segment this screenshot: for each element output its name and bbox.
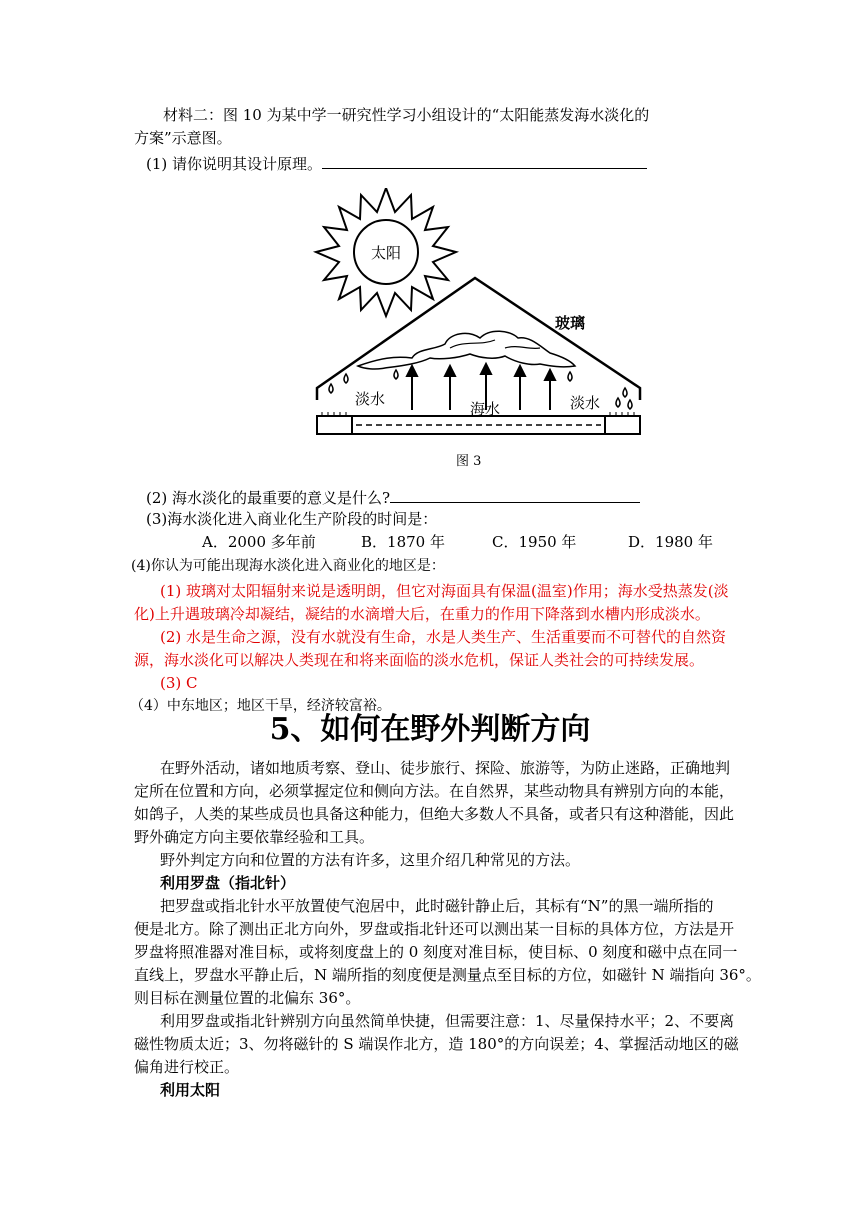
option-a: A．2000 多年前	[202, 533, 316, 551]
section5-p3-line5: 则目标在测量位置的北偏东 36°。	[134, 989, 361, 1007]
question-1	[146, 152, 647, 175]
desalination-diagram	[300, 188, 660, 450]
section5-p4-line1: 利用罗盘或指北针辨别方向虽然简单快捷，但需要注意：1、尽量保持水平；2、不要离	[160, 1012, 735, 1030]
section-title: 5、如何在野外判断方向	[269, 712, 591, 747]
option-b: B．1870 年	[361, 533, 445, 551]
material2-line2: 方案”示意图。	[134, 129, 232, 147]
question-2	[146, 486, 640, 509]
section5-p1-line4: 野外确定方向主要依靠经验和工具。	[134, 828, 375, 846]
question-3: (3)海水淡化进入商业化生产阶段的时间是：	[146, 510, 438, 528]
answer-1-line2: 化)上升遇玻璃冷却凝结，凝结的水滴增大后，在重力的作用下降落到水槽内形成淡水。	[134, 605, 710, 623]
section5-p3-line3: 罗盘将照准器对准目标，或将刻度盘上的 0 刻度对准目标，使目标、0 刻度和磁中点在同一	[134, 943, 738, 961]
fresh-water-left-label: 淡水	[355, 390, 386, 408]
glass-roof	[317, 278, 640, 400]
answer-blank-2	[390, 486, 640, 503]
glass-label: 玻璃	[555, 314, 586, 332]
section5-p1-line1: 在野外活动，诸如地质考察、登山、徒步旅行、探险、旅游等，为防止迷路，正确地判	[160, 759, 731, 777]
section5-p4-line2: 磁性物质太近；3、勿将磁针的 S 端误作北方，造 180°的方向误差；4、掌握活动地区的磁	[134, 1035, 739, 1053]
heading-compass: 利用罗盘（指北针）	[160, 874, 296, 892]
fresh-water-right-label: 淡水	[570, 394, 601, 412]
answer-3: (3) C	[160, 674, 198, 692]
answer-2-line1: (2) 水是生命之源，没有水就没有生命，水是人类生产、生活重要而不可替代的自然资	[160, 628, 727, 646]
sea-water-label: 海水	[470, 400, 501, 418]
sun-label: 太阳	[370, 244, 402, 262]
answer-2-line2: 源，海水淡化可以解决人类现在和将来面临的淡水危机，保证人类社会的可持续发展。	[134, 651, 705, 669]
section5-p3-line1: 把罗盘或指北针水平放置使气泡居中，此时磁针静止后，其标有“N”的黑一端所指的	[160, 897, 714, 915]
material2-line1: 材料二：图 10 为某中学一研究性学习小组设计的“太阳能蒸发海水淡化的	[163, 106, 650, 124]
option-d: D．1980 年	[628, 533, 713, 551]
answer-blank-1	[322, 152, 647, 169]
heading-sun: 利用太阳	[160, 1081, 221, 1099]
section5-p4-line3: 偏角进行校正。	[134, 1058, 240, 1076]
question-1-text: (1) 请你说明其设计原理。	[146, 155, 323, 173]
answer-1-line1: (1) 玻璃对太阳辐射来说是透明朗，但它对海面具有保温(温室)作用；海水受热蒸发(淡	[160, 582, 729, 600]
section5-p1-line3: 如鸽子，人类的某些成员也具备这种能力，但绝大多数人不具备，或者只有这种潜能，因此	[134, 805, 735, 823]
section5-p3-line4: 直线上，罗盘水平静止后，N 端所指的刻度便是测量点至目标的方位，如磁针 N 端指向 36°。	[134, 966, 761, 984]
section5-p1-line2: 定所在位置和方向，必须掌握定位和侧向方法。在自然界，某些动物具有辨别方向的本能，	[134, 782, 735, 800]
question-3-options	[0, 531, 860, 553]
section5-p2: 野外判定方向和位置的方法有许多，这里介绍几种常见的方法。	[160, 851, 581, 869]
water-tank	[317, 416, 640, 434]
option-c: C．1950 年	[492, 533, 577, 551]
question-4: (4)你认为可能出现海水淡化进入商业化的地区是：	[131, 558, 445, 574]
section5-p3-line2: 便是北方。除了测出正北方向外，罗盘或指北针还可以测出某一目标的具体方位，方法是开	[134, 920, 735, 938]
answer-4: （4）中东地区；地区干旱，经济较富裕。	[130, 698, 391, 714]
question-2-text: (2) 海水淡化的最重要的意义是什么?	[146, 489, 391, 507]
figure-caption: 图 3	[456, 454, 482, 469]
